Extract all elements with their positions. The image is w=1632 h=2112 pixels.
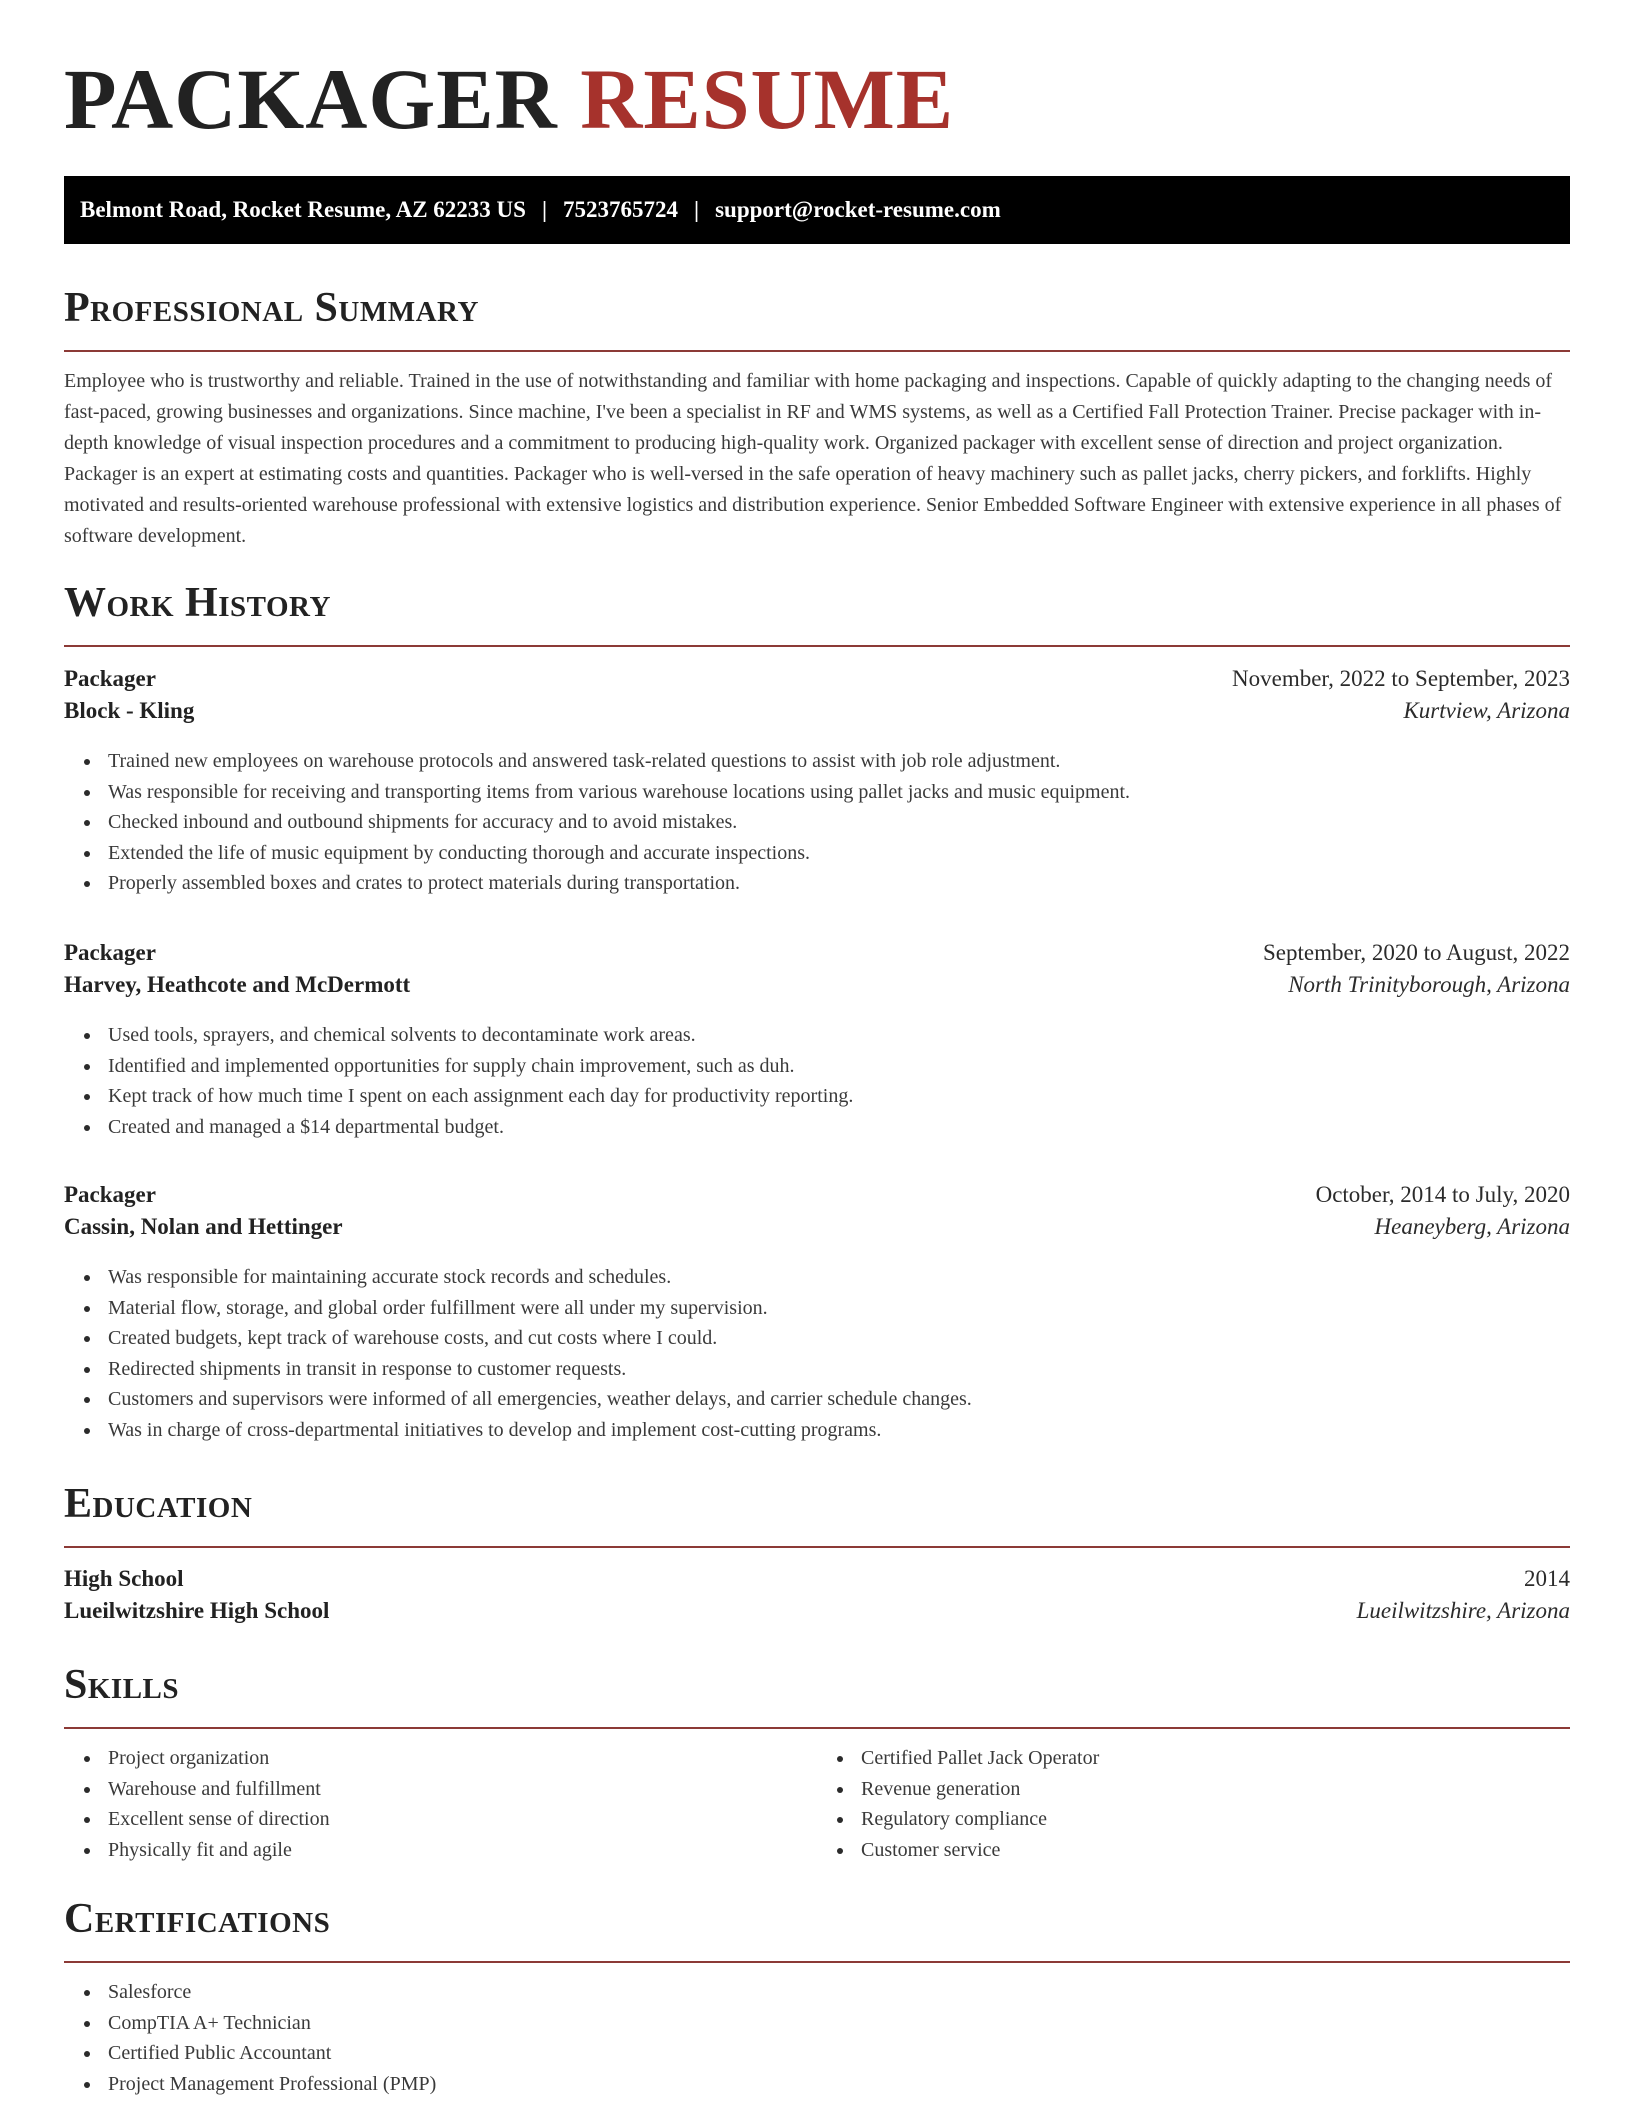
list-item: Extended the life of music equipment by conducting thorough and accurate inspections. (108, 838, 1570, 869)
skills-columns (64, 1729, 1570, 1865)
list-item: Trained new employees on warehouse protocols and answered task-related questions to assist with job role adjustment. (108, 746, 1570, 777)
list-item: Customers and supervisors were informed of all emergencies, weather delays, and carrier schedule changes. (108, 1384, 1570, 1415)
contact-address: Belmont Road, Rocket Resume, AZ 62233 US (80, 197, 526, 222)
summary-section (64, 284, 1570, 552)
list-item: Properly assembled boxes and crates to protect materials during transportation. (108, 868, 1570, 899)
section-divider (64, 645, 1570, 647)
education-heading: Education (64, 1481, 253, 1527)
list-item: Regulatory compliance (861, 1804, 1570, 1835)
title-role: PACKAGER (64, 51, 558, 147)
list-item: Salesforce (108, 1977, 1570, 2008)
certifications-list (64, 1977, 1570, 2099)
job-duties (64, 746, 1570, 899)
job-title: Packager (64, 666, 156, 691)
education-school: Lueilwitzshire High School (64, 1598, 330, 1623)
contact-separator: | (694, 197, 700, 222)
work-section (64, 579, 1570, 647)
list-item: Certified Pallet Jack Operator (861, 1743, 1570, 1774)
list-item: Created budgets, kept track of warehouse costs, and cut costs where I could. (108, 1323, 1570, 1354)
job-dates: November, 2022 to September, 2023 (1232, 666, 1570, 691)
title-resume: RESUME (580, 51, 955, 147)
work-heading: Work History (64, 580, 331, 626)
list-item: Redirected shipments in transit in response to customer requests. (108, 1354, 1570, 1385)
contact-phone[interactable]: 7523765724 (563, 197, 679, 222)
skills-list-left (64, 1743, 817, 1865)
list-item: Customer service (861, 1835, 1570, 1866)
job-company: Block - Kling (64, 698, 195, 723)
list-item: Used tools, sprayers, and chemical solvents to decontaminate work areas. (108, 1020, 1570, 1051)
section-divider (64, 1546, 1570, 1548)
job-header-row (64, 1182, 1570, 1208)
job-entry (64, 940, 1570, 1142)
education-year: 2014 (1524, 1566, 1570, 1591)
list-item: Identified and implemented opportunities for supply chain improvement, such as duh. (108, 1051, 1570, 1082)
list-item: Checked inbound and outbound shipments for accuracy and to avoid mistakes. (108, 807, 1570, 838)
certifications-section (64, 1895, 1570, 2099)
education-location: Lueilwitzshire, Arizona (1356, 1598, 1570, 1623)
job-location: Heaneyberg, Arizona (1374, 1214, 1570, 1239)
section-divider (64, 350, 1570, 352)
list-item: Was responsible for receiving and transporting items from various warehouse locations using pallet jacks and music equipment. (108, 777, 1570, 808)
education-entry (64, 1566, 1570, 1624)
list-item: Revenue generation (861, 1774, 1570, 1805)
list-item: Kept track of how much time I spent on each assignment each day for productivity reporting. (108, 1081, 1570, 1112)
contact-email[interactable]: support@rocket-resume.com (715, 197, 1001, 222)
job-company-row (64, 1214, 1570, 1240)
education-school-row (64, 1598, 1570, 1624)
job-company: Cassin, Nolan and Hettinger (64, 1214, 343, 1239)
list-item: Was responsible for maintaining accurate stock records and schedules. (108, 1262, 1570, 1293)
resume-title (64, 51, 955, 147)
job-company-row (64, 698, 1570, 724)
list-item: Project organization (108, 1743, 817, 1774)
job-location: Kurtview, Arizona (1403, 698, 1570, 723)
summary-text: Employee who is trustworthy and reliable. Trained in the use of notwithstanding and familiar with home packaging and inspections. Capable of quickly adapting to the changing needs of fast-paced, growing businesses and organizations. Since machine, I've been a specialist in RF and WMS systems, as well as a Certified Fall Protection Trainer. Precise packager with in-depth knowledge of visual inspection procedures and a commitment to producing high-quality work. Organized packager with excellent sense of direction and project organization. Packager is an expert at estimating costs and quantities. Packager who is well-versed in the safe operation of heavy machinery such as pallet jacks, cherry pickers, and forklifts. Highly motivated and results-oriented warehouse professional with extensive logistics and distribution experience. Senior Embedded Software Engineer with extensive experience in all phases of software development. (64, 370, 1562, 547)
list-item: CompTIA A+ Technician (108, 2008, 1570, 2039)
job-location: North Trinityborough, Arizona (1288, 972, 1570, 997)
job-header-row (64, 940, 1570, 966)
contact-separator: | (541, 197, 548, 222)
education-section (64, 1480, 1570, 1624)
job-header-row (64, 666, 1570, 692)
summary-heading: Professional Summary (64, 285, 479, 331)
list-item: Warehouse and fulfillment (108, 1774, 817, 1805)
job-entry (64, 1182, 1570, 1445)
skills-list-right (817, 1743, 1570, 1865)
skills-heading: Skills (64, 1662, 180, 1708)
list-item: Excellent sense of direction (108, 1804, 817, 1835)
job-company-row (64, 972, 1570, 998)
section-divider (64, 1961, 1570, 1963)
job-dates: September, 2020 to August, 2022 (1262, 940, 1570, 965)
job-company: Harvey, Heathcote and McDermott (64, 972, 411, 997)
list-item: Physically fit and agile (108, 1835, 817, 1866)
job-title: Packager (64, 940, 156, 965)
education-header-row (64, 1566, 1570, 1592)
contact-bar (64, 176, 1570, 244)
job-duties (64, 1262, 1570, 1445)
list-item: Created and managed a $14 departmental budget. (108, 1112, 1570, 1143)
list-item: Material flow, storage, and global order fulfillment were all under my supervision. (108, 1293, 1570, 1324)
job-duties (64, 1020, 1570, 1142)
list-item: Was in charge of cross-departmental initiatives to develop and implement cost-cutting programs. (108, 1415, 1570, 1446)
job-dates: October, 2014 to July, 2020 (1315, 1182, 1570, 1207)
education-degree: High School (64, 1566, 184, 1591)
job-entry (64, 666, 1570, 899)
job-title: Packager (64, 1182, 156, 1207)
list-item: Project Management Professional (PMP) (108, 2069, 1570, 2100)
list-item: Certified Public Accountant (108, 2038, 1570, 2069)
skills-section (64, 1661, 1570, 1865)
certifications-heading: Certifications (64, 1896, 331, 1942)
